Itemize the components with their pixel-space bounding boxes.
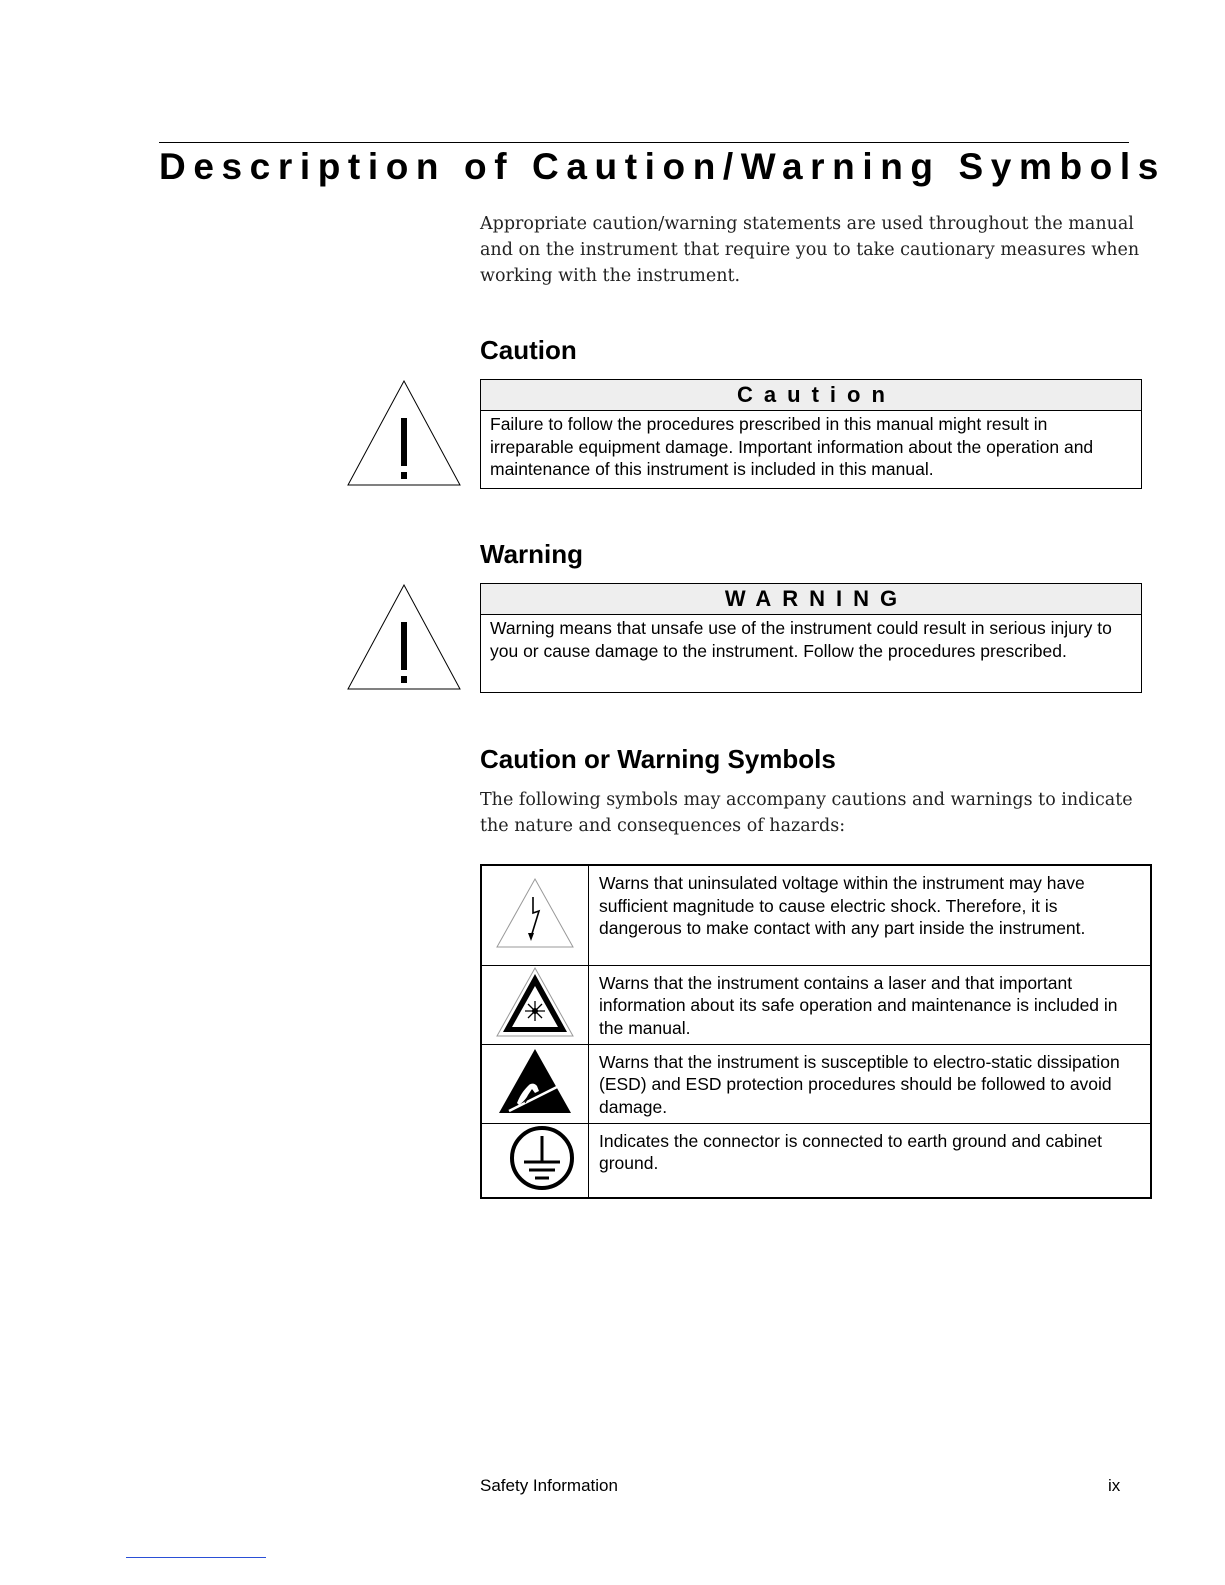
- caution-box-text: Failure to follow the procedures prescribed in this manual might result in irreparable equipment damage. Important information about the operation and maintenance of this instrument is included in this manual.: [490, 414, 1094, 480]
- esd-icon: [495, 1045, 575, 1117]
- symbols-table: [480, 864, 1152, 1199]
- exclamation-triangle-icon: [347, 584, 462, 691]
- exclamation-triangle-icon: [347, 380, 462, 487]
- laser-hazard-icon: [495, 966, 575, 1038]
- warning-box-title: WARNING: [481, 584, 1141, 615]
- caution-heading: Caution: [480, 335, 577, 365]
- symbol-description: Warns that the instrument contains a laser and that important information about its safe operation and maintenance is included in the manual.: [589, 965, 1152, 1044]
- warning-box-text: Warning means that unsafe use of the instrument could result in serious injury to you or cause damage to the instrument. Follow the procedures prescribed.: [490, 618, 1112, 661]
- page-title: Description of Caution/Warning Symbols: [159, 146, 1166, 187]
- table-row: [481, 1044, 1151, 1123]
- warning-heading: Warning: [480, 539, 584, 569]
- electric-shock-icon: [495, 877, 575, 949]
- symbol-cell: [481, 965, 589, 1044]
- symbol-description: Warns that uninsulated voltage within the instrument may have sufficient magnitude to cause electric shock. Therefore, it is dangerous to make contact with any part inside the instrument.: [589, 865, 1152, 965]
- table-row: [481, 865, 1151, 965]
- symbol-cell: [481, 865, 589, 965]
- caution-box-title: Caution: [481, 380, 1141, 411]
- intro-paragraph: Appropriate caution/warning statements are used throughout the manual and on the instrument that require you to take cautionary measures when working with the instrument.: [480, 214, 1140, 286]
- footer-section-name: Safety Information: [480, 1476, 618, 1495]
- symbols-intro: The following symbols may accompany cautions and warnings to indicate the nature and consequences of hazards:: [480, 790, 1133, 836]
- table-row: [481, 1123, 1151, 1198]
- symbol-description: Warns that the instrument is susceptible to electro-static dissipation (ESD) and ESD protection procedures should be followed to avoid damage.: [589, 1044, 1152, 1123]
- symbol-cell: [481, 1044, 589, 1123]
- symbol-description: Indicates the connector is connected to earth ground and cabinet ground.: [589, 1123, 1152, 1198]
- caution-box: [480, 379, 1142, 489]
- earth-ground-icon: [508, 1124, 576, 1192]
- title-rule: [159, 142, 1129, 143]
- symbol-cell: [481, 1123, 589, 1198]
- warning-box: [480, 583, 1142, 693]
- link-underline: [126, 1557, 266, 1558]
- table-row: [481, 965, 1151, 1044]
- symbols-heading: Caution or Warning Symbols: [480, 744, 836, 774]
- footer-page-number: ix: [1108, 1476, 1121, 1495]
